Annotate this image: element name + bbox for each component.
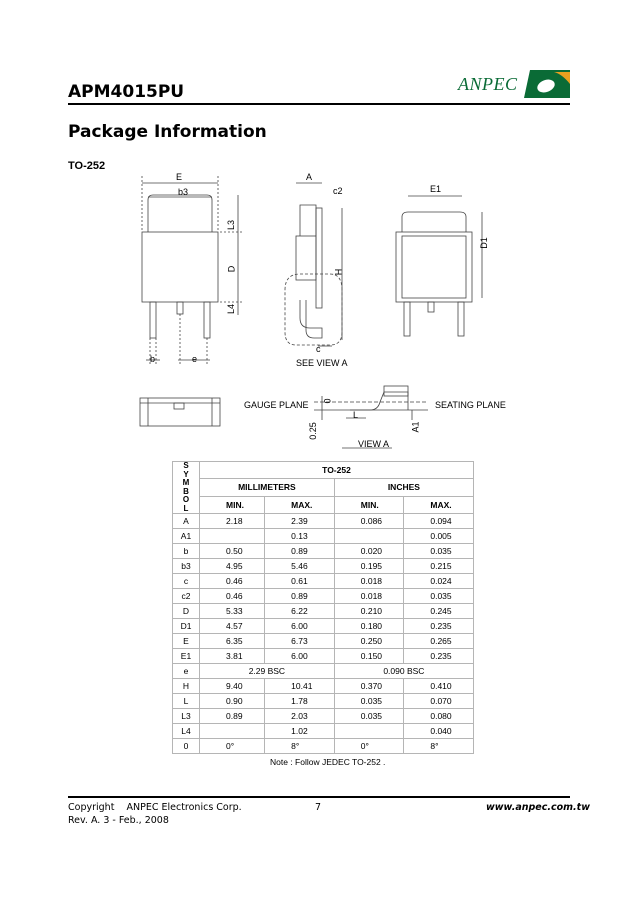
dim-l-label: L [353, 410, 359, 420]
symbol-header: S Y M B O L [173, 462, 200, 514]
dimensions-table [172, 461, 474, 754]
dim-e-label: E [176, 172, 183, 182]
dim-l4-label: L4 [226, 303, 237, 315]
dim-l3-label: L3 [226, 219, 237, 231]
gauge-dimension-label: 0.25 [307, 422, 318, 440]
millimeters-header: MILLIMETERS [200, 479, 335, 496]
view-a-label: VIEW A [358, 439, 390, 449]
jedec-note: Note : Follow JEDEC TO-252 . [270, 757, 386, 767]
table-row: E1 3.81 6.00 0.150 0.235 [173, 649, 474, 664]
mm-max-header: MAX. [265, 496, 335, 513]
dim-b-label: b [150, 354, 156, 364]
dim-c2-label: c2 [333, 186, 343, 196]
gauge-plane-label: GAUGE PLANE [244, 400, 309, 410]
table-row: E 6.35 6.73 0.250 0.265 [173, 634, 474, 649]
inches-header: INCHES [334, 479, 473, 496]
table-row: L3 0.89 2.03 0.035 0.080 [173, 709, 474, 724]
part-number: APM4015PU [68, 82, 185, 102]
dim-h-label: H [333, 268, 344, 276]
dim-pitch-e-label: e [192, 354, 198, 364]
table-row: D1 4.57 6.00 0.180 0.235 [173, 619, 474, 634]
table-row: b 0.50 0.89 0.020 0.035 [173, 544, 474, 559]
seating-plane-label: SEATING PLANE [435, 400, 506, 410]
see-view-a-label: SEE VIEW A [296, 358, 348, 368]
in-min-header: MIN. [334, 496, 404, 513]
table-row: b3 4.95 5.46 0.195 0.215 [173, 559, 474, 574]
table-row: A 2.18 2.39 0.086 0.094 [173, 514, 474, 529]
table-row: A1 0.13 0.005 [173, 529, 474, 544]
copyright: Copyright ANPEC Electronics Corp. [68, 802, 242, 813]
dim-e1-label: E1 [430, 184, 442, 194]
in-max-header: MAX. [404, 496, 474, 513]
mm-min-header: MIN. [200, 496, 265, 513]
table-row: L4 1.02 0.040 [173, 724, 474, 739]
package-name: TO-252 [68, 160, 106, 172]
footer-rule [68, 796, 570, 798]
dim-a-label: A [306, 172, 313, 182]
logo-text: ANPEC [458, 74, 518, 94]
theta-label: 0 [322, 398, 333, 404]
website-link[interactable]: www.anpec.com.tw [486, 802, 590, 813]
table-row: c 0.46 0.61 0.018 0.024 [173, 574, 474, 589]
table-row: 0 0° 8° 0° 8° [173, 739, 474, 754]
dim-d1-label: D1 [478, 237, 489, 249]
table-row: D 5.33 6.22 0.210 0.245 [173, 604, 474, 619]
dim-a1-label: A1 [410, 421, 421, 433]
revision: Rev. A. 3 - Feb., 2008 [68, 815, 169, 826]
table-row: e 2.29 BSC 0.090 BSC [173, 664, 474, 679]
package-header: TO-252 [200, 462, 474, 479]
dim-d-label: D [226, 265, 237, 273]
dim-c-label: c [316, 344, 321, 354]
table-row: H 9.40 10.41 0.370 0.410 [173, 679, 474, 694]
page-number: 7 [315, 802, 322, 813]
section-title: Package Information [68, 122, 267, 142]
table-row: L 0.90 1.78 0.035 0.070 [173, 694, 474, 709]
dim-b3-label: b3 [178, 187, 189, 197]
table-row: c2 0.46 0.89 0.018 0.035 [173, 589, 474, 604]
